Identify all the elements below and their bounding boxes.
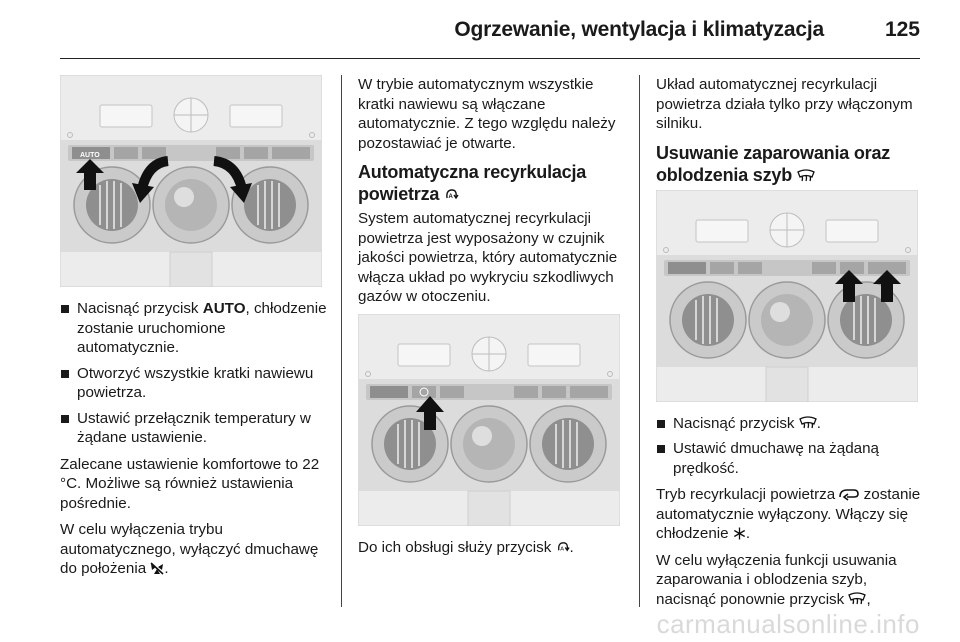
instruction-list bbox=[60, 299, 328, 448]
list-item: Nacisnąć przycisk AUTO, chłodzenie zostanie uruchomione automatycznie. bbox=[60, 299, 328, 358]
figure-defrost-buttons bbox=[656, 190, 918, 402]
svg-text:A: A bbox=[559, 545, 564, 552]
section-heading: Automatyczna recyrkulacja powietrza A bbox=[358, 162, 587, 204]
bullet-icon bbox=[61, 415, 69, 423]
paragraph: W trybie automatycznym wszystkie kratki nawiewu są włączane automatycznie. Z tego względu należy pozostawiać je otwarte. bbox=[358, 76, 616, 152]
svg-text:A: A bbox=[448, 194, 453, 200]
column-divider bbox=[639, 75, 640, 607]
paragraph: W celu wyłączenia trybu automatycznego, wyłączyć dmuchawę do położenia . bbox=[60, 521, 319, 577]
air-recirculation-icon bbox=[839, 488, 859, 501]
watermark: carmanualsonline.info bbox=[656, 609, 920, 639]
list-item: Ustawić przełącznik temperatury w żądane ustawienie. bbox=[60, 409, 328, 448]
paragraph: System automatycznej recyrkulacji powietrza jest wyposażony w czujnik jakości powietrza, który automatycznie włącza układ po wykryciu szkodliwych gazów w otoczeniu. bbox=[358, 210, 618, 305]
column-3 bbox=[656, 75, 924, 616]
windscreen-defrost-icon bbox=[848, 592, 866, 606]
column-1 bbox=[60, 75, 328, 586]
bullet-icon bbox=[61, 305, 69, 313]
auto-recirculation-icon bbox=[444, 187, 459, 202]
page-number: 125 bbox=[884, 18, 920, 41]
instruction-list bbox=[656, 414, 924, 479]
bullet-icon bbox=[657, 445, 665, 453]
paragraph: Układ automatycznej recyrkulacji powietrza działa tylko przy włączonym silniku. bbox=[656, 76, 913, 132]
paragraph: Tryb recyrkulacji powietrza zostanie automatycznie wyłączony. Włączy się chłodzenie . bbox=[656, 486, 921, 542]
list-item: Ustawić dmuchawę na żądaną prędkość. bbox=[656, 439, 924, 478]
auto-recirculation-icon bbox=[556, 540, 570, 554]
page-title: Ogrzewanie, wentylacja i klimatyzacja bbox=[454, 18, 824, 41]
section-heading: Usuwanie zaparowania oraz oblodzenia szyb bbox=[656, 142, 891, 185]
windscreen-defrost-icon bbox=[799, 416, 817, 430]
paragraph: Do ich obsługi służy przycisk A . bbox=[358, 538, 574, 556]
paragraph: Zalecane ustawienie komfortowe to 22 °C. Możliwe są również ustawienia pośrednie. bbox=[60, 455, 320, 512]
column-2 bbox=[358, 75, 626, 564]
list-item: Nacisnąć przycisk . bbox=[656, 414, 924, 434]
page-header bbox=[60, 0, 920, 59]
auto-keyword: AUTO bbox=[202, 300, 246, 317]
column-divider bbox=[341, 75, 342, 607]
figure-auto-button bbox=[60, 75, 322, 287]
paragraph: W celu wyłączenia funkcji usuwania zaparowania i oblodzenia szyb, nacisnąć ponownie przycisk , bbox=[656, 551, 897, 608]
auto-button-label: AUTO bbox=[80, 152, 100, 159]
figure-recirculation-button bbox=[358, 314, 620, 526]
bullet-icon bbox=[657, 420, 665, 428]
windscreen-defrost-icon bbox=[797, 169, 815, 183]
fan-off-icon bbox=[150, 562, 164, 575]
list-item: Otworzyć wszystkie kratki nawiewu powietrza. bbox=[60, 364, 328, 403]
bullet-icon bbox=[61, 370, 69, 378]
snowflake-icon bbox=[733, 527, 746, 540]
